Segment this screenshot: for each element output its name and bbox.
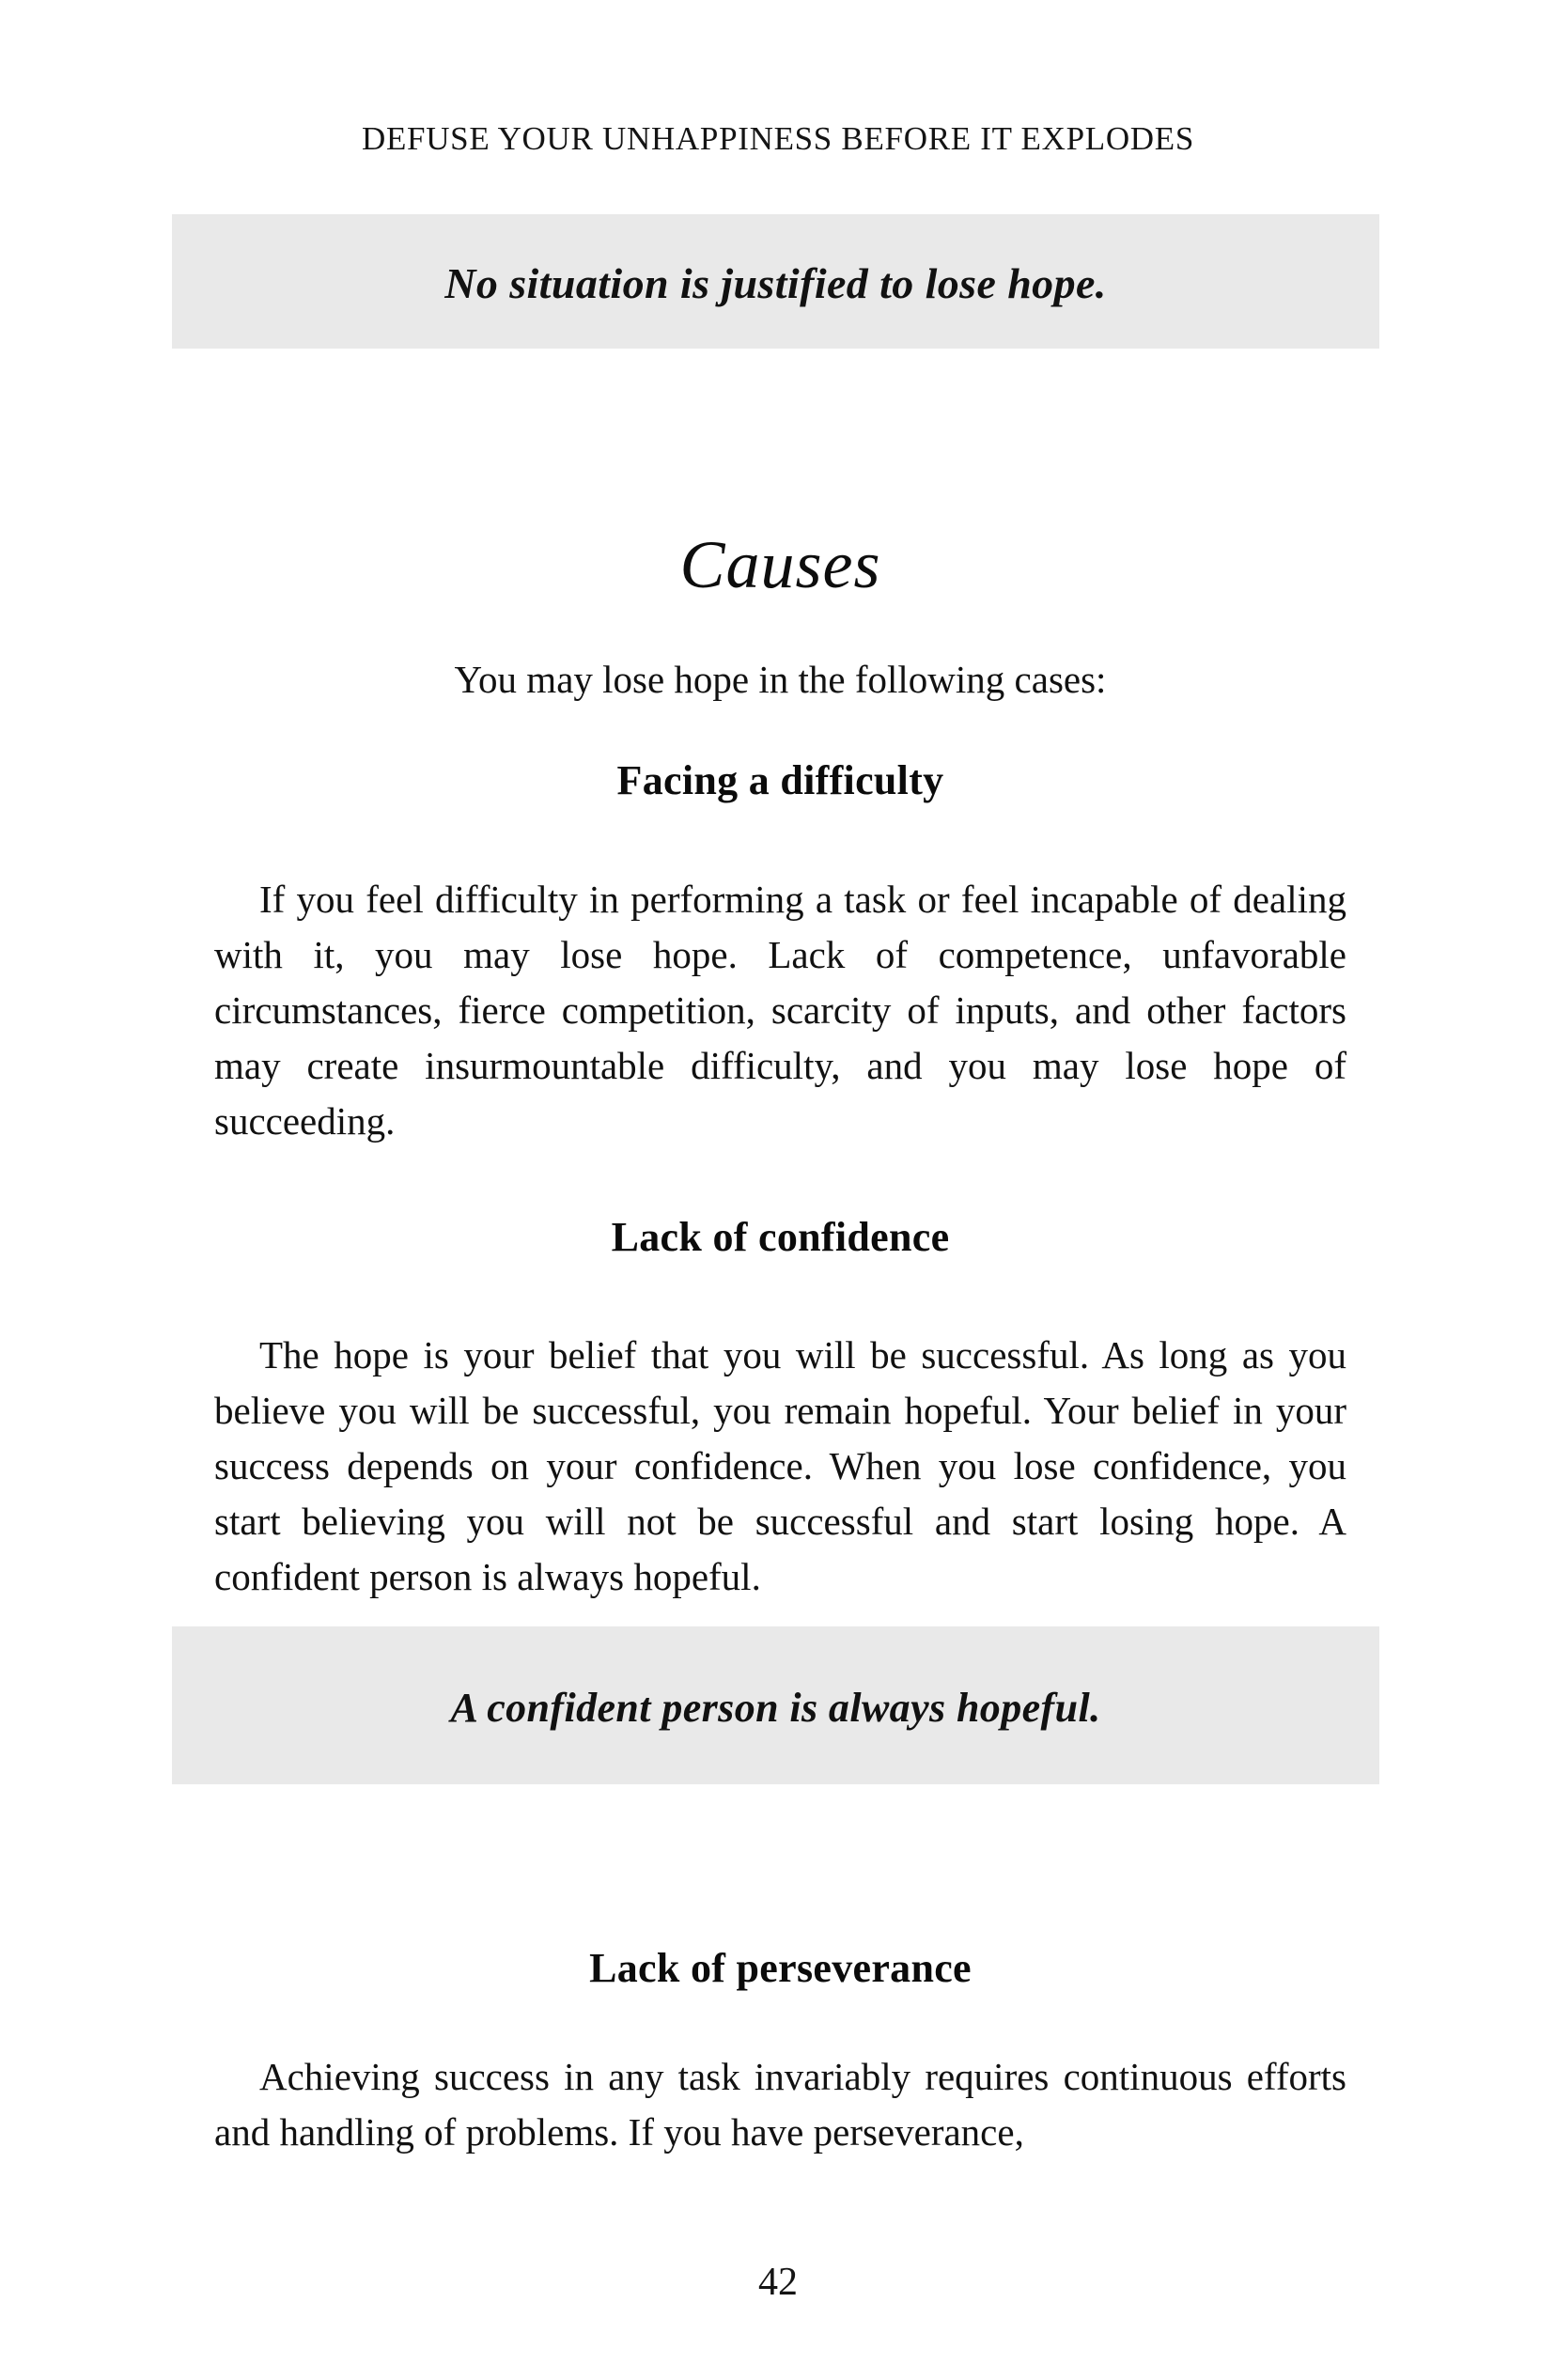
subheading-lack-of-confidence: Lack of confidence bbox=[611, 1213, 950, 1260]
pull-quote-band-2 bbox=[172, 1626, 1379, 1784]
paragraph-facing-a-difficulty: If you feel difficulty in performing a task or feel incapable of dealing with it, you may lose hope. Lack of competence, unfavorable circumstances, fierce competition, scarcity of inputs, and other factors may create insurmountable difficulty, and you may lose hope of succeeding. bbox=[214, 878, 1346, 1143]
page-title: Causes bbox=[679, 527, 881, 603]
paragraph-lack-of-confidence: The hope is your belief that you will be successful. As long as you believe you will be successful, you remain hopeful. Your belief in your success depends on your confidence. When you lose confidence, you start believing you will not be successful and start losing hope. A confident person is always hopeful. bbox=[214, 1333, 1346, 1598]
running-header: DEFUSE YOUR UNHAPPINESS BEFORE IT EXPLODES bbox=[361, 120, 1195, 157]
lead-line: You may lose hope in the following cases: bbox=[454, 658, 1107, 701]
subheading-facing-a-difficulty: Facing a difficulty bbox=[616, 756, 944, 803]
page-number: 42 bbox=[758, 2261, 798, 2304]
subheading-lack-of-perseverance: Lack of perseverance bbox=[589, 1944, 972, 1991]
pull-quote-text-2: A confident person is always hopeful. bbox=[450, 1684, 1101, 1731]
pull-quote-text-1: No situation is justified to lose hope. bbox=[444, 259, 1107, 307]
pull-quote-band-1 bbox=[172, 214, 1379, 349]
paragraph-lack-of-perseverance: Achieving success in any task invariably requires continuous efforts and handling of problems. If you have perseverance, bbox=[214, 2055, 1346, 2154]
